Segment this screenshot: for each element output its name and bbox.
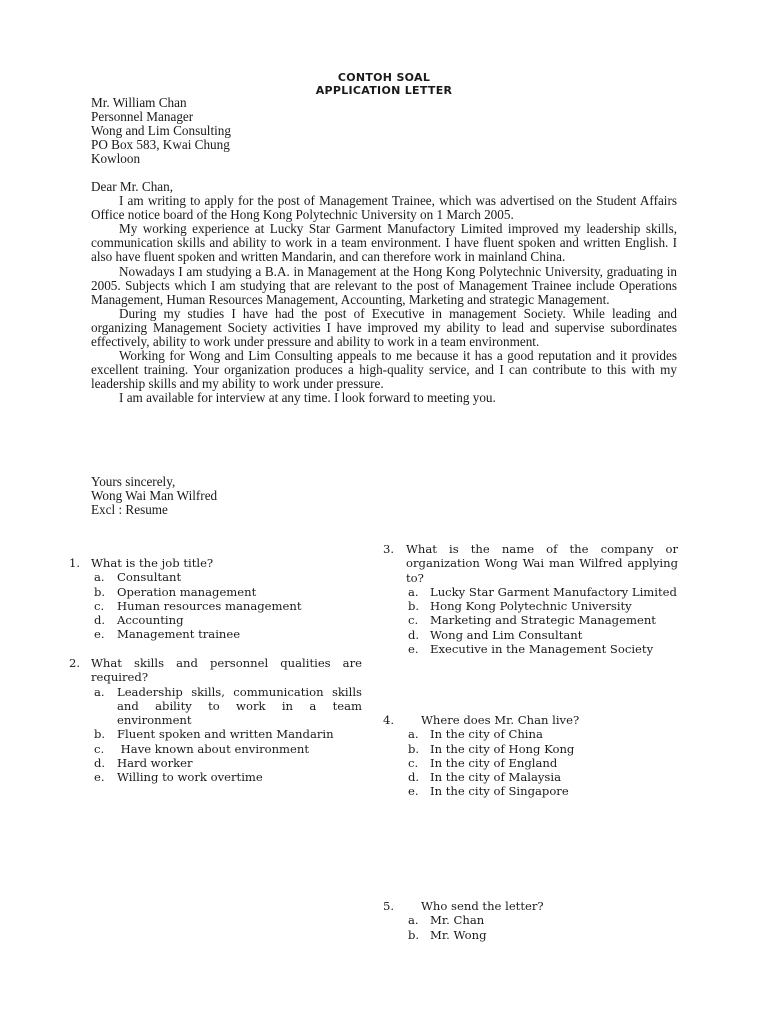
option-letter: b. [94,584,106,599]
option-letter: d. [94,756,106,771]
option-letter: d. [408,627,420,642]
option-text: Have known about environment [117,741,310,756]
answer-option [69,727,362,741]
answer-option [383,784,678,798]
answer-option [383,756,678,770]
option-letter: e. [94,770,105,785]
answer-option [69,613,362,627]
option-text: Operation management [117,584,257,599]
question-number: 1. [69,556,81,570]
option-letter: a. [94,684,105,699]
option-letter: b. [408,927,420,942]
option-text: Hard worker [117,756,193,771]
answer-option [69,585,362,599]
option-letter: a. [408,727,419,742]
option-letter: d. [94,613,106,628]
answer-option [383,770,678,784]
letter-body [91,180,677,406]
option-text: Management trainee [117,627,241,642]
option-text: In the city of China [430,727,543,742]
option-text: Consultant [117,570,182,585]
question-4 [383,713,678,799]
closing-line: Yours sincerely, [91,474,176,489]
option-text: In the city of Malaysia [430,770,561,785]
option-letter: c. [94,741,105,756]
question-text: Who send the letter? [421,899,544,913]
option-text: Hong Kong Polytechnic University [430,599,632,614]
option-text: Executive in the Management Society [430,642,654,657]
answer-option [69,627,362,641]
answer-option [383,928,678,942]
enclosure-note: Excl : Resume [91,502,168,518]
question-3 [383,542,678,656]
option-letter: c. [94,598,105,613]
answer-option [383,613,678,627]
option-text: In the city of Singapore [430,784,569,799]
answer-option [383,628,678,642]
question-text: What is the name of the company or organization Wong Wai man Wilfred applying to? [406,542,678,585]
question-number: 5. [383,899,395,913]
letter-closing [91,475,677,517]
paragraph: I am writing to apply for the post of Management Trainee, which was advertised on the Student Affairs Office notice board of the Hong Kong Polytechnic University on 1 March 2005. [91,193,677,223]
option-letter: c. [408,755,419,770]
option-letter: a. [408,584,419,599]
option-letter: b. [408,599,420,614]
address-line: Mr. William Chan [91,95,187,110]
address-line: Personnel Manager [91,109,194,125]
question-number: 4. [383,713,395,727]
option-letter: e. [408,642,419,657]
answer-option [383,642,678,656]
answer-option [69,742,362,756]
option-letter: e. [94,627,105,642]
paragraph: I am available for interview at any time. I look forward to meeting you. [119,390,496,406]
answer-option [383,585,678,599]
option-letter: b. [408,741,420,756]
paragraph: Working for Wong and Lim Consulting appeals to me because it has a good reputation and it provides excellent training. Your organization produces a high-quality service, and I can contribute to this with my leadership skills and my ability to work under pressure. [91,348,677,392]
question-text: Where does Mr. Chan live? [421,713,580,727]
option-letter: d. [408,770,420,785]
option-text: Marketing and Strategic Management [430,613,656,628]
salutation: Dear Mr. Chan, [91,179,174,194]
option-text: Wong and Lim Consultant [430,627,583,642]
document-subtitle: APPLICATION LETTER [315,84,453,97]
answer-option [383,727,678,741]
option-letter: c. [408,613,419,628]
recipient-address [91,96,677,166]
answer-option [69,685,362,728]
question-number: 2. [69,656,81,670]
option-text: Leadership skills, communication skills and ability to work in a team environment [117,684,362,728]
option-letter: a. [94,570,105,585]
answer-option [383,599,678,613]
question-text: What skills and personnel qualities are required? [91,656,362,685]
answer-option [383,913,678,927]
question-2 [69,656,362,785]
option-text: Human resources management [117,598,302,613]
document-title: CONTOH SOAL [337,71,431,84]
question-text: What is the job title? [91,556,214,570]
option-letter: a. [408,913,419,928]
signature-name: Wong Wai Man Wilfred [91,488,218,504]
option-letter: e. [408,784,419,799]
paragraph: My working experience at Lucky Star Garment Manufactory Limited improved my leadership skills, communication skills and ability to work in a team environment. I have fluent spoken and written English. I also have fluent spoken and written Mandarin, and can therefore work in mainland China. [91,221,677,265]
option-text: Lucky Star Garment Manufactory Limited [430,584,677,599]
question-5 [383,899,678,942]
answer-option [69,770,362,784]
option-text: Accounting [117,613,184,628]
address-line: Wong and Lim Consulting [91,123,231,139]
answer-option [69,599,362,613]
address-line: Kowloon [91,151,141,167]
option-text: Willing to work overtime [117,770,263,785]
option-text: In the city of Hong Kong [430,741,575,756]
question-1 [69,556,362,642]
option-text: In the city of England [430,755,558,770]
option-text: Fluent spoken and written Mandarin [117,727,334,742]
option-letter: b. [94,727,106,742]
answer-option [383,742,678,756]
option-text: Mr. Chan [430,913,485,928]
paragraph: During my studies I have had the post of Executive in management Society. While leading and organizing Management Society activities I have improved my ability to lead and supervise subordinates effectively, ability to work under pressure and ability to work in a team environment. [91,305,677,350]
question-number: 3. [383,542,395,556]
address-line: PO Box 583, Kwai Chung [91,137,230,153]
answer-option [69,570,362,584]
option-text: Mr. Wong [430,927,487,942]
answer-option [69,756,362,770]
paragraph: Nowadays I am studying a B.A. in Management at the Hong Kong Polytechnic University, graduating in 2005. Subjects which I am studying that are relevant to the post of Management Trainee include Operations Management, Human Resources Management, Accounting, Marketing and strategic Management. [91,263,677,307]
